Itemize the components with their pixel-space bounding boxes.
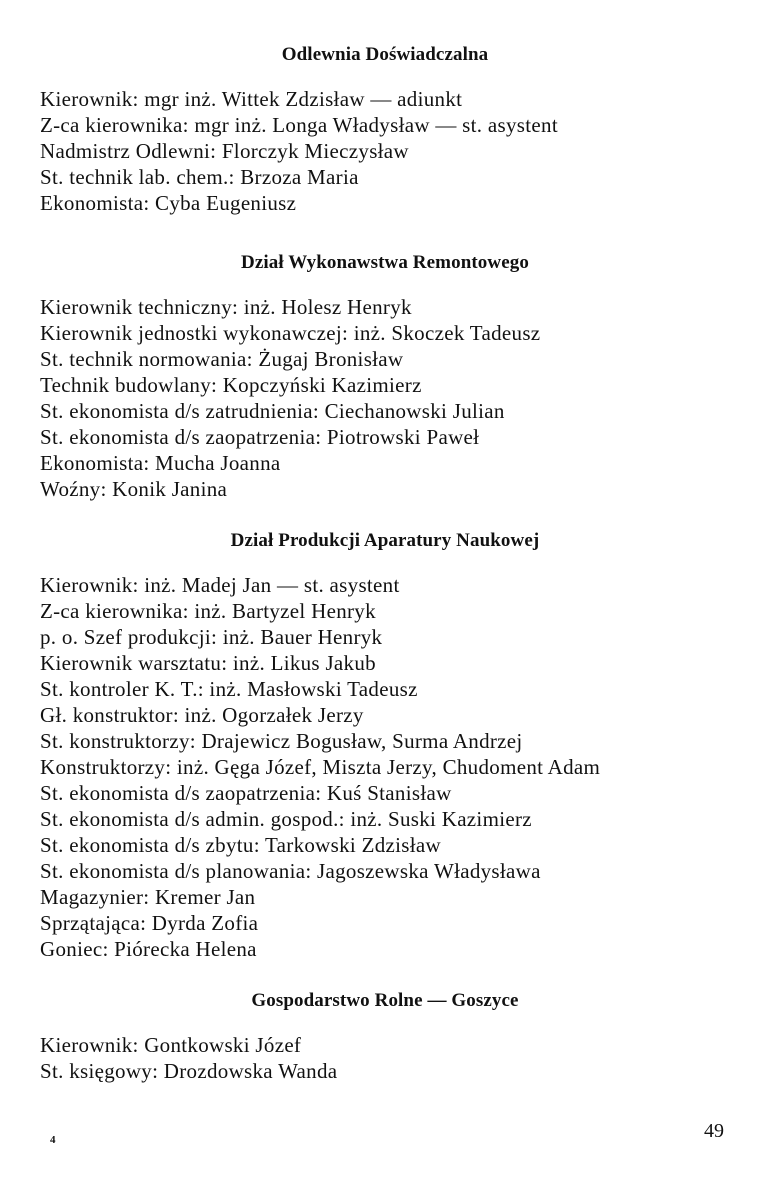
staff-line: St. ekonomista d/s zaopatrzenia: Kuś Stanisław	[40, 781, 452, 805]
staff-line: St. konstruktorzy: Drajewicz Bogusław, Surma Andrzej	[40, 729, 523, 753]
section-heading: Dział Wykonawstwa Remontowego	[241, 252, 529, 273]
staff-line: St. ekonomista d/s zbytu: Tarkowski Zdzisław	[40, 833, 441, 857]
staff-line: Woźny: Konik Janina	[40, 477, 228, 501]
staff-line: Kierownik: inż. Madej Jan — st. asystent	[40, 573, 400, 597]
staff-line: Technik budowlany: Kopczyński Kazimierz	[40, 373, 422, 397]
staff-line: p. o. Szef produkcji: inż. Bauer Henryk	[40, 625, 383, 649]
staff-line: St. ekonomista d/s zaopatrzenia: Piotrowski Paweł	[40, 425, 480, 449]
staff-line: Kierownik warsztatu: inż. Likus Jakub	[40, 651, 376, 675]
staff-line: Gł. konstruktor: inż. Ogorzałek Jerzy	[40, 703, 364, 727]
staff-line: Konstruktorzy: inż. Gęga Józef, Miszta Jerzy, Chudoment Adam	[40, 755, 601, 779]
staff-line: St. ekonomista d/s zatrudnienia: Ciechanowski Julian	[40, 399, 505, 423]
staff-line: St. ekonomista d/s planowania: Jagoszewska Władysława	[40, 859, 541, 883]
staff-line: Ekonomista: Mucha Joanna	[40, 451, 281, 475]
signature-mark: 4	[50, 1134, 56, 1146]
staff-line: Magazynier: Kremer Jan	[40, 885, 256, 909]
staff-line: St. technik normowania: Żugaj Bronisław	[40, 347, 404, 371]
page-number: 49	[704, 1120, 724, 1142]
staff-line: Z-ca kierownika: inż. Bartyzel Henryk	[40, 599, 376, 623]
staff-line: Kierownik jednostki wykonawczej: inż. Skoczek Tadeusz	[40, 321, 541, 345]
staff-line: St. księgowy: Drozdowska Wanda	[40, 1059, 338, 1083]
staff-line: Ekonomista: Cyba Eugeniusz	[40, 191, 297, 215]
staff-line: St. kontroler K. T.: inż. Masłowski Tadeusz	[40, 677, 418, 701]
staff-line: Sprzątająca: Dyrda Zofia	[40, 911, 259, 935]
staff-line: Kierownik: mgr inż. Wittek Zdzisław — adiunkt	[40, 87, 463, 111]
staff-line: Z-ca kierownika: mgr inż. Longa Władysław — st. asystent	[40, 113, 558, 137]
staff-line: Goniec: Piórecka Helena	[40, 937, 257, 961]
section-heading: Gospodarstwo Rolne — Goszyce	[251, 990, 519, 1011]
section-heading: Dział Produkcji Aparatury Naukowej	[230, 530, 540, 551]
staff-line: Kierownik: Gontkowski Józef	[40, 1033, 302, 1057]
staff-line: Kierownik techniczny: inż. Holesz Henryk	[40, 295, 412, 319]
section-heading: Odlewnia Doświadczalna	[281, 44, 489, 65]
staff-line: St. technik lab. chem.: Brzoza Maria	[40, 165, 359, 189]
staff-line: Nadmistrz Odlewni: Florczyk Mieczysław	[40, 139, 409, 163]
staff-line: St. ekonomista d/s admin. gospod.: inż. Suski Kazimierz	[40, 807, 532, 831]
